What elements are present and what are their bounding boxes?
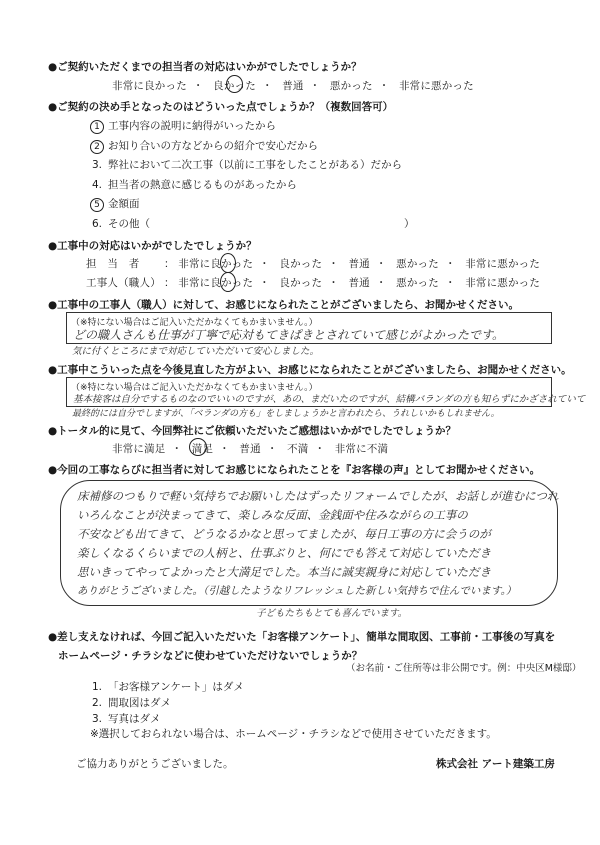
- q4-note: （※特にない場合はご記入いただかなくてもかまいません。）: [71, 318, 318, 328]
- q2-item-6-num: 6.: [91, 217, 103, 230]
- q3-staff-option-1[interactable]: [178, 256, 253, 271]
- q3-staff-option-2[interactable]: 良かった: [279, 258, 323, 270]
- q8-item-3[interactable]: [90, 711, 244, 727]
- voice-answer-text: [77, 487, 558, 601]
- q2-item-5[interactable]: [90, 196, 415, 216]
- selection-circle: [220, 253, 236, 273]
- q2-item-4[interactable]: [90, 177, 415, 197]
- q3-craftsman-option-1-label: 非常に良かった: [178, 277, 254, 289]
- q2-item-6-text: その他（: [108, 217, 150, 230]
- q4-answer-box[interactable]: [66, 312, 552, 344]
- q2-other-close: ）: [404, 217, 415, 230]
- q1-option-5[interactable]: 非常に悪かった: [398, 80, 474, 92]
- q6-option-2[interactable]: [192, 441, 213, 456]
- q5-note: （※特にない場合はご記入いただかなくてもかまいません。）: [71, 383, 318, 393]
- q6-options: 非常に満足 ・ 満足 ・ 普通 ・ 不満 ・ 非常に不満: [112, 441, 388, 456]
- q2-items: [90, 118, 415, 235]
- q1-option-1[interactable]: 非常に良かった: [112, 80, 187, 92]
- q6-option-4[interactable]: 不満: [287, 443, 309, 455]
- q2-item-4-text: 担当者の熱意に感じるものがあったから: [108, 178, 297, 191]
- q6-option-3[interactable]: 普通: [239, 443, 261, 455]
- q8-items: [90, 679, 244, 727]
- q3-staff-option-1-label: 非常に良かった: [178, 258, 254, 270]
- q4-title: ●工事中の工事人（職人）に対して、お感じになられたことがございましたら、お聞かせください。: [48, 299, 519, 311]
- q3-row-staff: 担 当 者 ： 非常に良かった ・ 良かった ・ 普通 ・ 悪かった ・ 非常に悪かった: [86, 256, 540, 271]
- q3-row-craftsman: 工事人（職人） ： 非常に良かった ・ 良かった ・ 普通 ・ 悪かった ・ 非常に悪かった: [86, 275, 540, 290]
- company-name: 株式会社 アート建築工房: [436, 758, 555, 770]
- q3-row-craftsman-label: 工事人（職人）: [86, 277, 161, 289]
- q2-item-4-num: 4.: [91, 178, 103, 191]
- q1-option-2-label: 良かった: [213, 80, 256, 92]
- q7-title: ●今回の工事ならびに担当者に対してお感じになられたことを『お客様の声』としてお聞かせください。: [48, 464, 541, 476]
- q2-item-5-text: 金額面: [108, 198, 140, 210]
- q1-option-3[interactable]: 普通: [282, 80, 304, 92]
- selection-circle: [189, 438, 207, 456]
- q3-staff-option-3[interactable]: 普通: [348, 258, 370, 270]
- q6-option-1[interactable]: 非常に満足: [112, 443, 166, 455]
- q2-item-1-text: 工事内容の説明に納得がいったから: [108, 120, 276, 132]
- q2-item-2[interactable]: [90, 138, 415, 158]
- q6-option-5[interactable]: 非常に不満: [334, 443, 389, 455]
- q3-row-craftsman-colon: ：: [164, 277, 175, 289]
- q8-privacy-note: （お名前・ご住所等は非公開です。例：中央区M様邸）: [346, 663, 582, 674]
- q3-craftsman-option-1[interactable]: [178, 275, 253, 290]
- voice-line-5: 思いきってやってよかったと大満足でした。本当に誠実親身に対応していただき: [77, 565, 491, 579]
- q8-item-3-text: 写真はダメ: [108, 713, 161, 725]
- q8-item-1-num: 1.: [91, 681, 103, 693]
- selection-circle: [220, 272, 236, 292]
- q6-title: ●トータル的に見て、今回弊社にご依頼いただいたご感想はいかがでしたでしょうか？: [48, 425, 456, 437]
- voice-line-6: ありがとうございました。（引越したようなリフレッシュした新しい気持ちで住んでいます。）: [77, 585, 517, 597]
- voice-line-1: 床補修のつもりで軽い気持ちでお願いしたはずったリフォームでしたが、お話しが進むにつれ: [77, 489, 559, 503]
- q8-item-2-text: 間取図はダメ: [108, 697, 171, 709]
- voice-line-3: 不安なども出てきて、どうなるかなと思ってましたが、毎日工事の方に会うのが: [77, 527, 491, 541]
- voice-line-2: いろんなことが決まってきて、楽しみな反面、金銭面や住みながらの工事の: [77, 508, 468, 522]
- voice-answer-area[interactable]: [60, 480, 558, 606]
- q3-craftsman-option-3[interactable]: 普通: [348, 277, 370, 289]
- voice-line-4: 楽しくなるくらいまでの人柄と、仕事ぶりと、何にでも答えて対応していただき: [77, 546, 491, 560]
- q2-item-2-text: お知り合いの方などからの紹介で安心だから: [108, 139, 318, 152]
- q4-answer-line-2: 気に付くところにまで対応していただいて安心しました。: [72, 346, 320, 357]
- q8-item-2-num: 2.: [91, 697, 103, 709]
- q3-staff-option-5[interactable]: 非常に悪かった: [465, 258, 541, 270]
- q5-title: ●工事中こういった点を今後見直した方がよい、お感じになられたことがございましたら、お聞かせください。: [48, 364, 572, 376]
- q5-answer-box[interactable]: [66, 377, 586, 407]
- selection-circle: 1: [90, 120, 104, 134]
- q4-answer-line-1: どの職人さんも仕事が丁寧で応対もてきぱきとされていて感じがよかったです。: [73, 328, 505, 342]
- q8-item-1[interactable]: [90, 679, 244, 695]
- q8-item-3-num: 3.: [91, 713, 103, 725]
- q3-title: ●工事中の対応はいかがでしたでしょうか？: [48, 240, 257, 252]
- q6-option-2-label: 満足: [191, 443, 214, 455]
- q3-craftsman-option-2[interactable]: 良かった: [279, 277, 323, 289]
- q2-item-3-text: 弊社において二次工事（以前に工事をしたことがある）だから: [108, 159, 402, 171]
- thanks-message: ご協力ありがとうございました。: [76, 758, 234, 770]
- q2-item-6[interactable]: [90, 216, 415, 236]
- q5-answer-line-1: 基本接客は自分でするものなのでいいのですが、あの、まだいたのですが、結構バランダの方も知らずにかざされていて: [73, 394, 586, 405]
- q3-craftsman-option-5[interactable]: 非常に悪かった: [465, 277, 541, 289]
- q1-option-4[interactable]: 悪かった: [329, 80, 373, 92]
- q2-title: ●ご契約の決め手となったのはどういった点でしょうか？（複数回答可）: [48, 101, 394, 113]
- q1-title: ●ご契約いただくまでの担当者の対応はいかがでしたでしょうか？: [48, 61, 362, 73]
- q8-item-1-text: 「お客様アンケート」はダメ: [108, 681, 244, 693]
- q5-answer-line-2: 最終的には自分でしますが、「ベランダの方も」をしましょうかと言われたら、うれしいかもしれません。: [72, 409, 500, 419]
- q3-row-staff-colon: ：: [164, 258, 175, 270]
- q3-row-staff-label: 担 当 者: [86, 258, 140, 270]
- q8-title: ●差し支えなければ、今回ご記入いただいた「お客様アンケート」、簡単な間取図、工事前・工事後の写真を: [48, 631, 556, 643]
- q8-item-2[interactable]: [90, 695, 244, 711]
- voice-answer-extra: 子どもたちもとても喜んでいます。: [256, 608, 408, 619]
- q2-item-1[interactable]: [90, 118, 415, 138]
- q3-craftsman-option-4[interactable]: 悪かった: [396, 277, 439, 289]
- selection-circle: 5: [90, 198, 104, 212]
- q3-staff-option-4[interactable]: 悪かった: [396, 258, 439, 270]
- q8-footnote: ※選択しておられない場合は、ホームページ・チラシなどで使用させていただきます。: [90, 728, 497, 740]
- selection-circle: 2: [90, 140, 104, 154]
- q8-title-2: ホームページ・チラシなどに使わせていただけないでしょうか？: [58, 650, 363, 662]
- q1-options: 非常に良かった ・ 良かった ・ 普通 ・ 悪かった ・ 非常に悪かった: [112, 78, 474, 93]
- q1-option-2[interactable]: [213, 78, 256, 93]
- q2-item-3[interactable]: [90, 157, 415, 177]
- q2-item-3-num: 3.: [91, 159, 103, 171]
